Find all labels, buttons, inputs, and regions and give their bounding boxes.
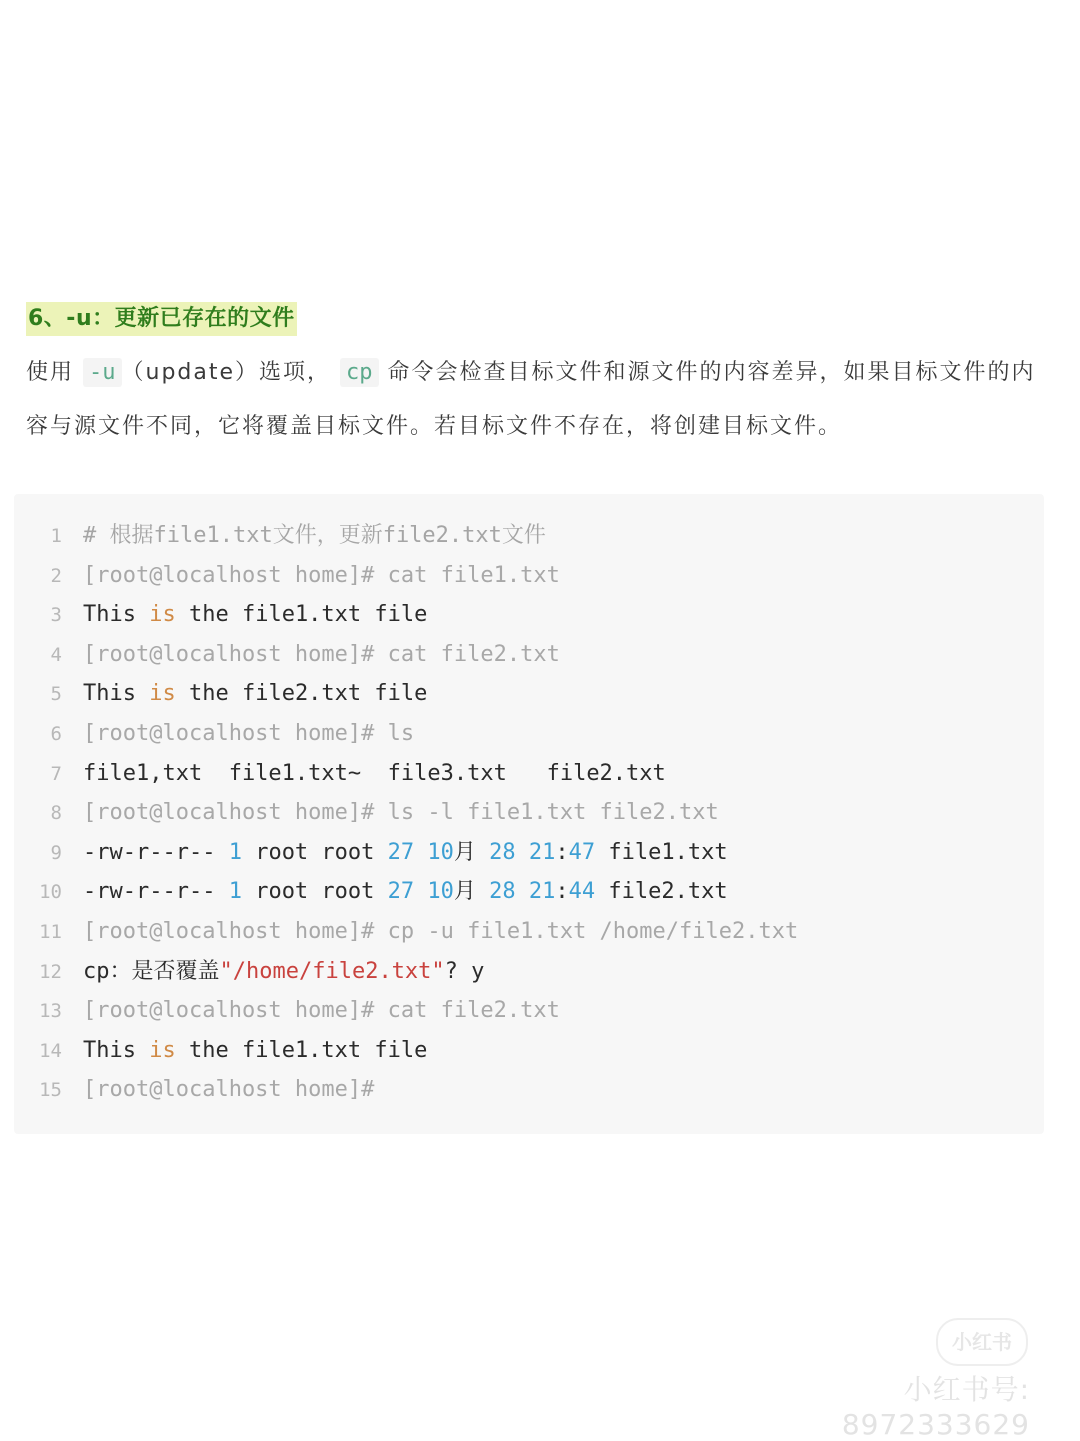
xiaohongshu-logo: 小红书 xyxy=(936,1318,1028,1366)
code-token-plain: file1,txt file1.txt~ file3.txt file2.txt xyxy=(83,760,666,786)
line-number: 7 xyxy=(50,762,62,785)
code-token-comment: # 根据file1.txt文件，更新file2.txt文件 xyxy=(83,523,546,548)
code-token-number: 27 xyxy=(387,839,415,865)
code-line xyxy=(14,714,414,754)
code-line xyxy=(14,952,484,992)
code-token-keyword: is xyxy=(149,681,176,707)
code-token-number: 27 xyxy=(387,879,415,905)
code-token-plain: file2.txt xyxy=(595,879,728,905)
code-token-number: 21 xyxy=(528,839,556,865)
line-number: 10 xyxy=(39,881,62,904)
line-number: 1 xyxy=(50,525,62,547)
code-token-number: 10 xyxy=(427,839,454,865)
code-token-string: "/home/file2.txt" xyxy=(219,958,445,984)
code-line xyxy=(14,1031,427,1071)
code-token-plain: the file1.txt file xyxy=(175,602,428,628)
code-block xyxy=(14,494,1044,1134)
code-token-number: 44 xyxy=(568,879,596,905)
code-token-plain xyxy=(414,879,427,904)
code-token-plain: 月 xyxy=(453,839,490,865)
code-token-prompt: [root@localhost home]# cat file1.txt xyxy=(83,562,560,588)
code-token-plain xyxy=(516,879,529,904)
code-token-keyword: is xyxy=(149,1037,176,1063)
code-token-plain: file1.txt xyxy=(595,839,728,865)
code-token-number: 10 xyxy=(427,879,454,905)
code-token-plain xyxy=(516,840,529,865)
code-token-plain: the file1.txt file xyxy=(175,1037,428,1063)
code-line xyxy=(14,595,427,635)
code-line xyxy=(14,833,728,873)
code-line xyxy=(14,674,427,714)
line-number: 8 xyxy=(50,802,62,825)
code-line xyxy=(14,793,719,833)
code-token-plain: : xyxy=(555,879,569,905)
line-number: 5 xyxy=(50,683,62,706)
code-token-number: 47 xyxy=(568,839,596,865)
code-token-plain: the file2.txt file xyxy=(175,681,428,707)
watermark-account-id: 小红书号: 8972333629 xyxy=(841,1373,1030,1441)
code-token-plain: cp：是否覆盖 xyxy=(83,958,220,984)
line-number: 9 xyxy=(50,841,62,864)
code-line xyxy=(14,516,546,556)
inline-code-u-flag: -u xyxy=(83,358,122,387)
line-number: 2 xyxy=(50,564,62,587)
code-line xyxy=(14,635,560,675)
paragraph-text-3: 命令会检查目标文件和源文件的内容差异，如果目标文件的内容与源文件不同，它将覆盖目标文件。若目标文件不存在，将创建目标文件。 xyxy=(26,360,1036,439)
line-number: 11 xyxy=(39,921,62,943)
code-token-number: 1 xyxy=(228,879,242,905)
line-number: 12 xyxy=(39,960,62,983)
description-paragraph xyxy=(26,346,1046,454)
code-token-plain xyxy=(414,840,427,865)
code-token-prompt: [root@localhost home]# cat file2.txt xyxy=(83,641,560,667)
code-token-prompt: [root@localhost home]# xyxy=(83,1077,375,1103)
line-number: 13 xyxy=(39,1000,62,1023)
code-token-plain: -rw-r--r-- xyxy=(83,879,229,905)
paragraph-text-1: 使用 xyxy=(26,360,83,385)
code-token-number: 1 xyxy=(228,839,242,865)
code-token-number: 28 xyxy=(489,839,516,865)
code-line xyxy=(14,1070,374,1110)
code-line xyxy=(14,754,666,794)
code-token-prompt: [root@localhost home]# cat file2.txt xyxy=(83,998,560,1024)
line-number: 4 xyxy=(50,643,62,666)
code-token-number: 21 xyxy=(528,879,556,905)
code-line xyxy=(14,991,560,1031)
code-token-keyword: is xyxy=(149,602,176,628)
code-token-plain: 月 xyxy=(453,879,490,905)
code-token-prompt: [root@localhost home]# cp -u file1.txt /home/file2.txt xyxy=(83,919,799,944)
code-token-prompt: [root@localhost home]# ls -l file1.txt file2.txt xyxy=(83,800,719,826)
code-line xyxy=(14,872,728,912)
code-token-plain: -rw-r--r-- xyxy=(83,839,229,865)
code-token-plain: ? y xyxy=(444,958,485,984)
code-token-plain: This xyxy=(83,681,150,707)
line-number: 15 xyxy=(39,1079,62,1102)
code-line xyxy=(14,556,560,596)
code-line xyxy=(14,912,798,952)
inline-code-cp: cp xyxy=(340,358,379,387)
section-heading: 6、-u：更新已存在的文件 xyxy=(26,302,297,336)
paragraph-text-2: （update）选项， xyxy=(121,360,332,385)
code-token-plain: This xyxy=(83,1037,150,1063)
line-number: 3 xyxy=(50,604,62,627)
code-token-plain: root root xyxy=(241,879,388,905)
line-number: 6 xyxy=(50,723,62,745)
code-token-plain: : xyxy=(555,839,569,865)
line-number: 14 xyxy=(39,1039,62,1062)
code-token-prompt: [root@localhost home]# ls xyxy=(83,721,415,746)
code-token-plain: This xyxy=(83,602,150,628)
code-token-number: 28 xyxy=(489,879,516,905)
code-token-plain: root root xyxy=(241,839,388,865)
